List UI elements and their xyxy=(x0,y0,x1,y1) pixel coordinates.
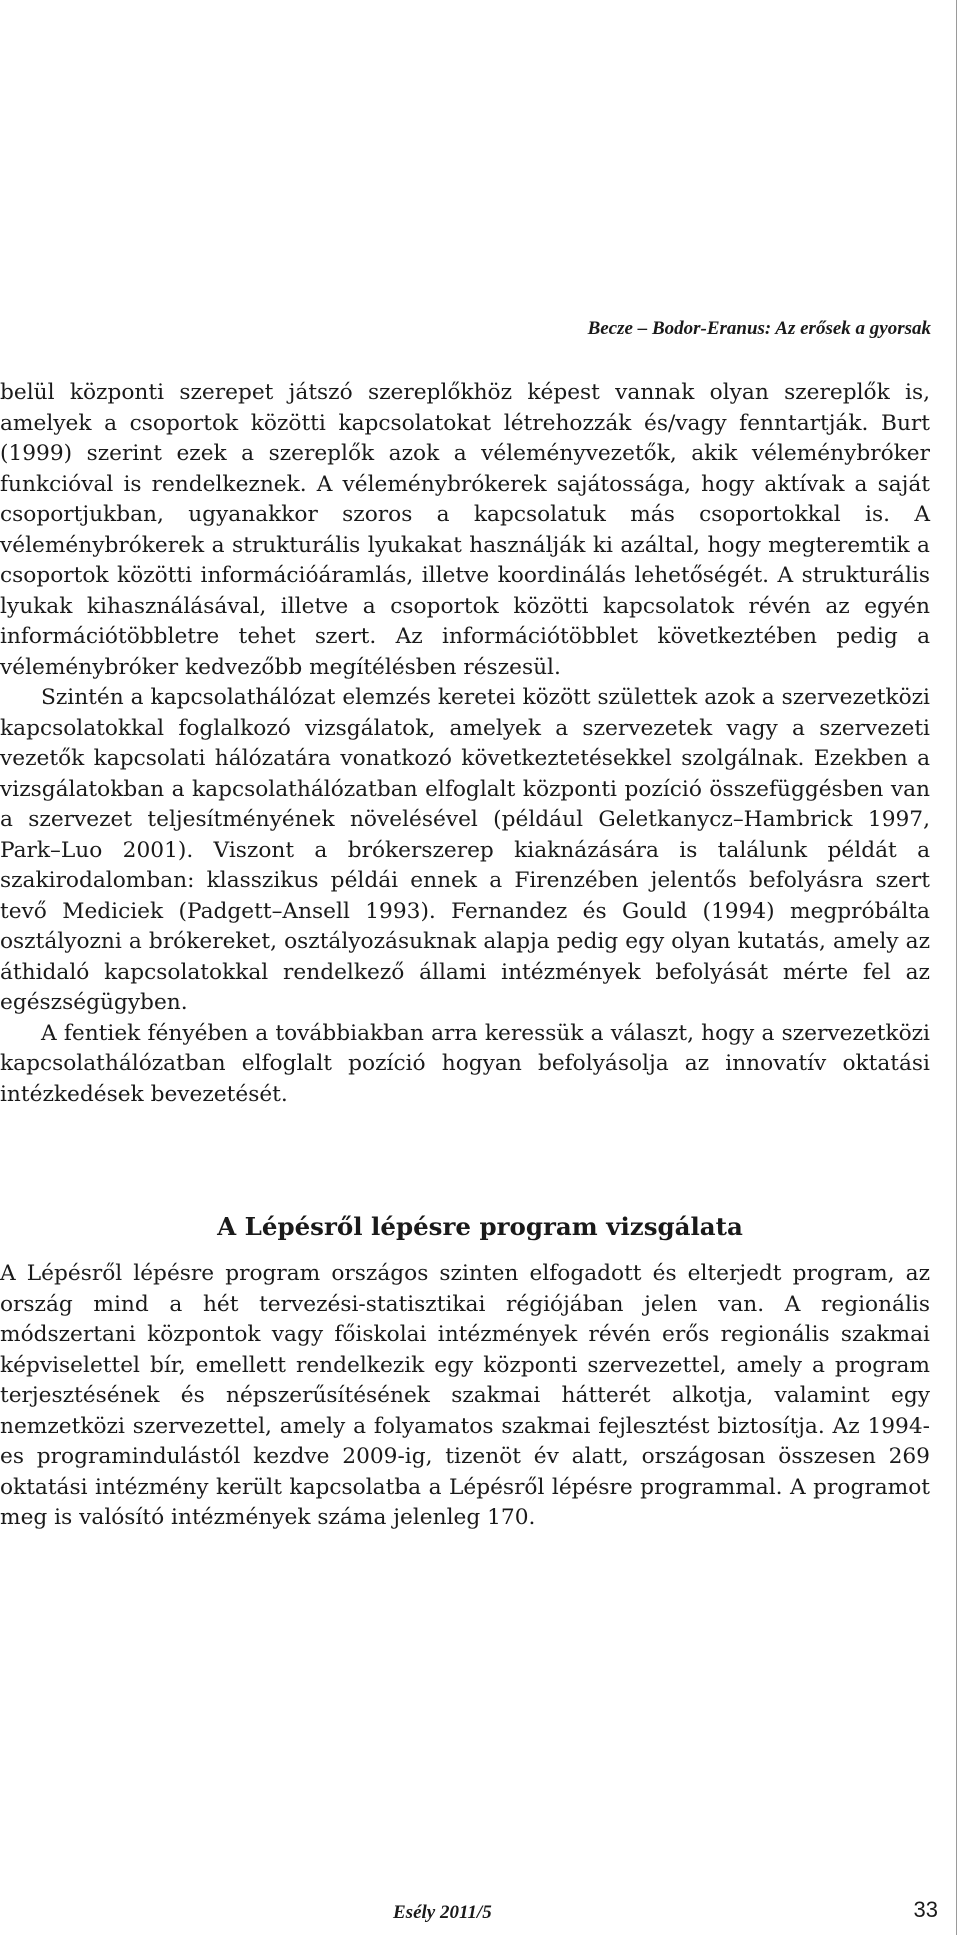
section-heading: A Lépésről lépésre program vizsgálata xyxy=(217,1212,743,1241)
page-number: 33 xyxy=(913,1897,938,1922)
page-edge-rule xyxy=(956,0,957,1935)
section-body-text xyxy=(0,1259,930,1534)
paragraph-program-description: A Lépésről lépésre program országos szinten elfogadott és elterjedt program, az ország mind a hét tervezési-statisztikai régiójában jelen van. A regionális módszertani központok vagy főiskolai intézmények révén erős regionális szakmai képviselettel bír, emellett rendelkezik egy központi szervezettel, amely a program terjesztésének és népszerűsítésének szakmai hátterét alkotja, valamint egy nemzetközi szervezettel, amely a folyamatos szakmai fejlesztést biztosítja. Az 1994-es programindulástól kezdve 2009-ig, tizenöt év alatt, országosan összesen 269 oktatási intézmény került kapcsolatba a Lépésről lépésre programmal. A programot meg is valósító intézmények száma jelenleg 170. xyxy=(0,1261,930,1530)
paragraph-brokers: belül központi szerepet játszó szereplőkhöz képest vannak olyan szereplők is, amelyek a csoportok közötti kapcsolatokat létrehozzák és/vagy fenntartják. Burt (1999) szerint ezek a szereplők azok a véleményvezetők, akik véleménybróker funkcióval is rendelkeznek. A véleménybrókerek sajátossága, hogy aktívak a saját csoportjukban, ugyanakkor szoros a kapcsolatuk más csoportokkal is. A véleménybrókerek a strukturális lyukakat használják ki azáltal, hogy megteremtik a csoportok közötti információáramlás, illetve koordinálás lehetőségét. A strukturális lyukak kihasználásával, illetve a csoportok közötti kapcsolatok révén az egyén információtöbbletre tehet szert. Az információtöbblet következtében pedig a véleménybróker kedvezőbb megítélésben részesül. xyxy=(0,380,930,680)
paragraph-research-question: A fentiek fényében a továbbiakban arra keressük a választ, hogy a szervezetközi kapcsolathálózatban elfoglalt pozíció hogyan befolyásolja az innovatív oktatási intézkedések bevezetését. xyxy=(0,1020,930,1107)
running-header: Becze – Bodor-Eranus: Az erősek a gyorsak xyxy=(587,318,931,339)
body-text xyxy=(0,378,930,1110)
footer-journal-issue: Esély 2011/5 xyxy=(393,1902,492,1923)
paragraph-interorganizational: Szintén a kapcsolathálózat elemzés keretei között születtek azok a szervezetközi kapcsolatokkal foglalkozó vizsgálatok, amelyek a szervezetek vagy a szervezeti vezetők kapcsolati hálózatára vonatkozó következtetésekkel szolgálnak. Ezekben a vizsgálatokban a kapcsolathálózatban elfoglalt központi pozíció összefüggésben van a szervezet teljesítményének növelésével (például Geletkanycz–Hambrick 1997, Park–Luo 2001). Viszont a brókerszerep kiaknázására is találunk példát a szakirodalomban: klasszikus példái ennek a Firenzében jelentős befolyásra szert tevő Mediciek (Padgett–Ansell 1993). Fernandez és Gould (1994) megpróbálta osztályozni a brókereket, osztályozásuknak alapja pedig egy olyan kutatás, amely az áthidaló kapcsolatokkal rendelkező állami intézmények befolyását mérte fel az egészségügyben. xyxy=(0,685,930,1015)
